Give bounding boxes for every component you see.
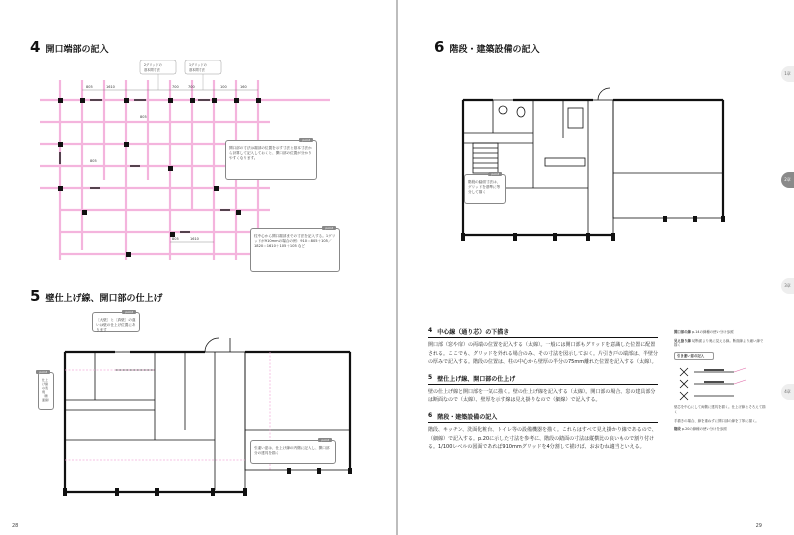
- svg-text:1610: 1610: [106, 85, 115, 89]
- side-note: [674, 330, 766, 335]
- side-note-text: 手描きの場合、線を重ねずに開口部の線を丁寧に描く。: [674, 418, 759, 423]
- subsection-body: 階段、キッチン、洗面化粧台、トイレ等の設備機器を描く。これらはすべて見え掛かり線であるので、（細線）で記入する。p.20に示した寸法を参考に、階段の踏面の寸法は縦横比の良いもので割り付ける。1/100レベルの図面であれば910mmグリッドを4分割して描けば、おおむね適当といえる。: [428, 426, 657, 451]
- callout-text: 開口部の寸法は端部の位置を示す寸法と基本寸法から計算して記入しておくと、開口部の位置が分かりやすくなります。: [229, 146, 312, 160]
- body-text: [428, 327, 658, 459]
- side-note: [674, 352, 714, 361]
- side-note-text: p.14の線種の使い分け参照: [692, 330, 734, 334]
- side-note-label: 見え掛り線: [674, 338, 691, 343]
- subsection-6: [428, 412, 658, 452]
- subsection-title: 階段・建築設備の記入: [437, 413, 498, 421]
- chapter-tab-4[interactable]: 4章: [781, 384, 794, 400]
- subsection-body: 壁の仕上げ線と開口部を一気に描く。壁の仕上げ線を記入する（太線）。開口部の場合、窓の建具部分は断面なので（太線）、壁厚を示す線は見え掛りなので（細線）で記入する。: [428, 388, 656, 404]
- right-page: [398, 0, 794, 535]
- side-note-label: 階段: [674, 427, 681, 432]
- subsection-5: [428, 374, 658, 405]
- svg-text:805: 805: [140, 115, 147, 119]
- subsection-heading: [428, 374, 658, 385]
- section-heading: 階段・建築設備の記入: [449, 45, 540, 55]
- callout-point-stairs: [464, 174, 506, 204]
- callout-text: 引違い窓は、仕上げ線の内側に記入し、開口部分の建具を描く: [254, 446, 330, 455]
- svg-text:100: 100: [220, 85, 227, 89]
- callout-text: 仕上げ線の表現（断面線）: [42, 378, 52, 402]
- callout-tag: point: [122, 310, 136, 314]
- svg-text:1グリッドの: 1グリッドの: [189, 63, 207, 67]
- side-note-label: 引き違い窓の記入: [677, 353, 705, 358]
- callout-point-b: [250, 228, 340, 272]
- floor-plan-5: [55, 330, 375, 505]
- callout-text: 柱中心から開口端部までの寸法を記入する。1グリッドが910mmの場合の例：910＝805＋105／1820＝1610＋105＋105 など: [254, 234, 336, 248]
- callout-tag: point: [322, 226, 336, 230]
- subsection-title: 中心線（通り芯）の下描き: [437, 329, 510, 336]
- page-number: 29: [755, 523, 762, 529]
- chapter-tab-3[interactable]: 3章: [781, 278, 794, 294]
- callout-tag: point: [299, 138, 313, 142]
- section-number: 4: [30, 38, 41, 56]
- section-6-title: [434, 38, 539, 56]
- section-number: 5: [30, 287, 41, 305]
- callout-text: 〔大壁〕と〔真壁〕の違いは壁の仕上げ位置にあります: [96, 318, 136, 332]
- svg-text:805: 805: [172, 237, 179, 241]
- callout-point-e: [250, 440, 336, 464]
- side-note: [674, 419, 766, 424]
- side-note-text: 壁芯を中心にして両側に建具を描く。仕上げ線とそろえて描く: [674, 405, 766, 414]
- callout-text: 階段の踏面寸法は、グリッドを基準に等分して描く: [468, 180, 501, 194]
- subsection-body: 開口部（窓や扉）の両端の位置を記入する（太線）。一般には開口部もグリッドを意識した位置に配置される。ここでも、グリッドを外れる場合のみ、その寸法を図示しておく。片引き戸の端部は、半壁分の厚みで記入する。階段の位置は、柱の中心から壁厚の半分の75mm離れた位置を記入する（太線）。: [428, 342, 659, 366]
- page-number: 28: [12, 523, 19, 529]
- subsection-number: 4: [428, 327, 433, 334]
- svg-text:805: 805: [90, 159, 97, 163]
- svg-text:2グリッドの: 2グリッドの: [144, 63, 162, 67]
- side-note-label: 開口部の線: [674, 330, 691, 334]
- side-note: [674, 339, 766, 348]
- svg-text:160: 160: [240, 85, 247, 89]
- chapter-tab-2[interactable]: 2章: [781, 172, 794, 188]
- callout-tag: point: [36, 370, 50, 374]
- subsection-heading: [428, 327, 658, 338]
- callout-point-c: [92, 312, 140, 332]
- subsection-number: 5: [428, 373, 433, 381]
- svg-text:700: 700: [188, 85, 195, 89]
- subsection-title: 壁仕上げ線、開口部の仕上げ: [437, 375, 516, 383]
- svg-text:805: 805: [86, 85, 93, 89]
- left-page: [0, 0, 396, 535]
- section-heading: 壁仕上げ線、開口部の仕上げ: [45, 294, 163, 304]
- svg-text:基本間寸法: 基本間寸法: [189, 68, 205, 72]
- side-note-text: 切断面より奥に見える線。断面線より細い線で描く: [674, 338, 764, 348]
- section-heading: 開口端部の記入: [45, 45, 109, 55]
- callout-point-d: [38, 372, 54, 410]
- window-symbol-diagram: [674, 364, 764, 402]
- floor-plan-6: [453, 78, 743, 258]
- svg-text:700: 700: [172, 85, 179, 89]
- callout-tag: point: [488, 172, 502, 176]
- side-note: [674, 405, 766, 414]
- section-4-title: [30, 38, 108, 56]
- side-note: [674, 427, 766, 432]
- svg-text:1610: 1610: [190, 237, 199, 241]
- chapter-tab-1[interactable]: 1章: [781, 66, 794, 82]
- section-number: 6: [434, 38, 445, 56]
- subsection-number: 6: [428, 411, 433, 419]
- section-5-title: [30, 287, 162, 305]
- svg-text:基本間寸法: 基本間寸法: [144, 68, 160, 72]
- callout-point-a: [225, 140, 317, 180]
- side-note-text: p.20の線種の使い分けを参照: [681, 427, 727, 432]
- side-notes: [674, 330, 766, 436]
- subsection-4: [428, 327, 658, 367]
- subsection-heading: [428, 412, 658, 423]
- callout-tag: point: [318, 438, 332, 442]
